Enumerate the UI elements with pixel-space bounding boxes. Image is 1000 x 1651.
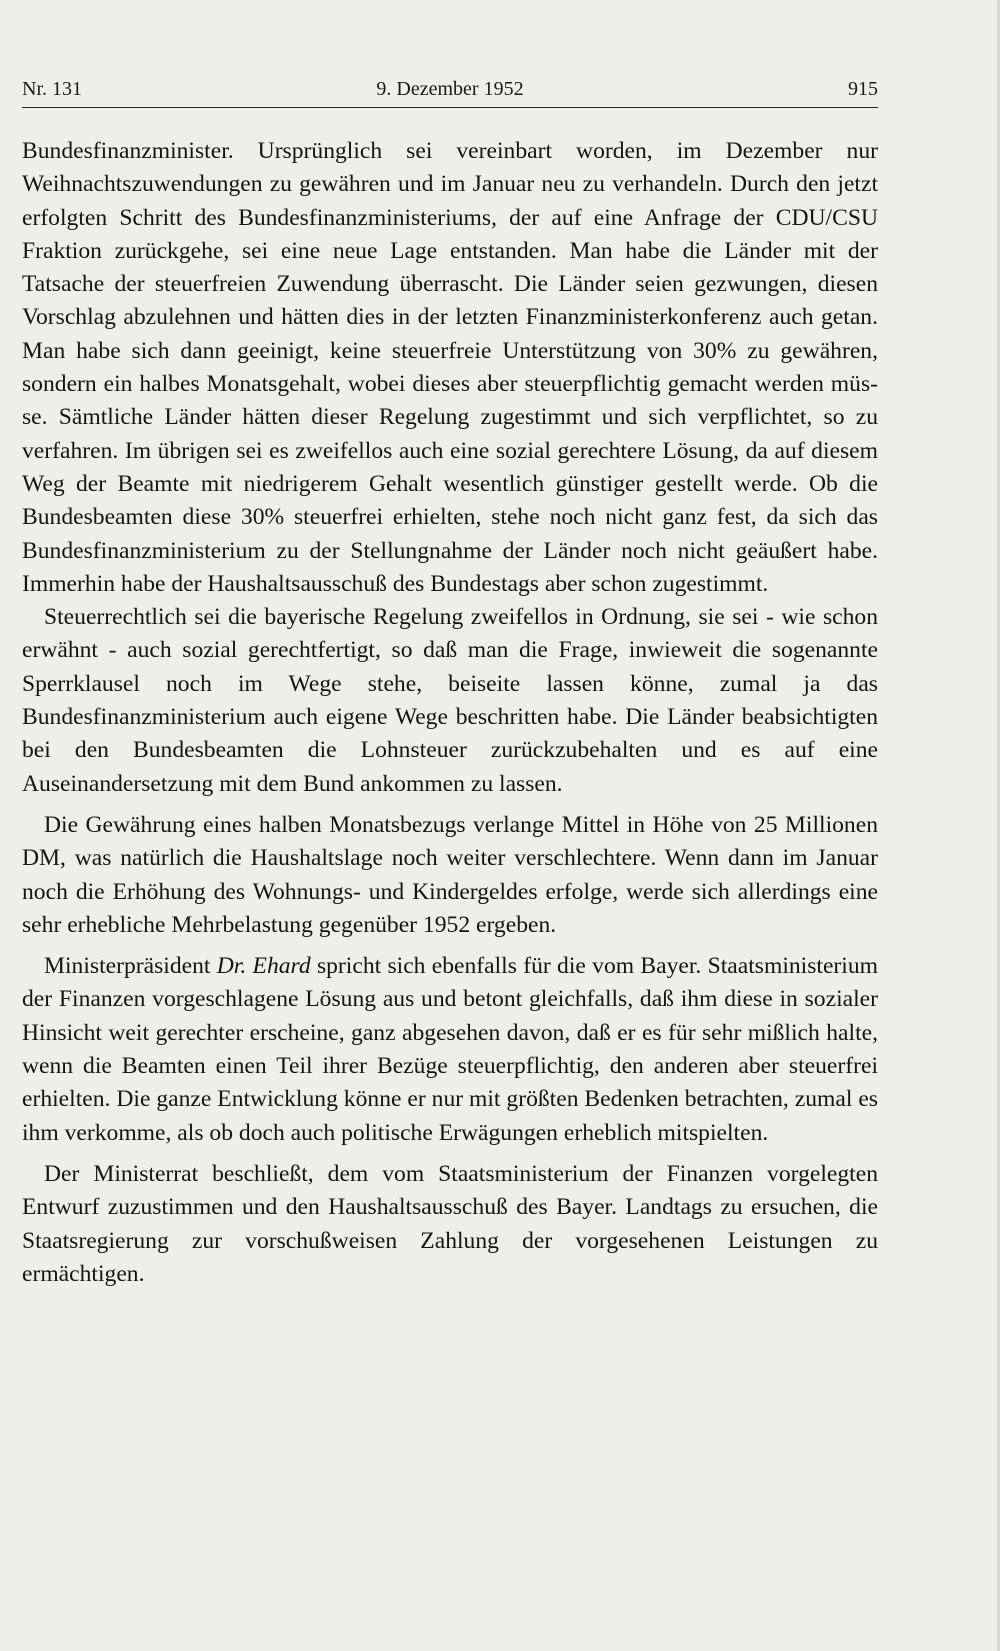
header-date: 9. Dezember 1952 bbox=[376, 78, 524, 100]
paragraph-2: Steuerrechtlich sei die bayerische Regelung zweifellos in Ordnung, sie sei - wie schon erwähnt - auch sozial gerechtfertigt, so daß man die Frage, inwieweit die sogenannte Sperrklausel noch im Wege stehe, beiseite lassen könne, zumal ja das Bundesfinanzministerium auch eigene Wege beschritten habe. Die Länder beabsichtigten bei den Bundesbeamten die Lohnsteuer zurückzubehalten und es auf eine Auseinandersetzung mit dem Bund ankommen zu lassen. bbox=[22, 604, 878, 797]
paragraph-5: Der Ministerrat beschließt, dem vom Staatsministerium der Finanzen vorgelegten Entwurf zuzustimmen und den Haushaltsausschuß des Bayer. Landtags zu ersuchen, die Staatsregierung zur vorschußweisen Zahlung der vorgesehenen Leistungen zu ermächtigen. bbox=[22, 1160, 878, 1287]
page-number: 915 bbox=[848, 78, 878, 100]
header-rule bbox=[22, 107, 878, 108]
paragraph-4-rest: spricht sich ebenfalls für die vom Bayer. Staatsministerium der Finanzen vorgeschlagene Lösung aus und betont gleichfalls, daß ihm diese in sozialer Hinsicht weit gerechter erscheine, ganz abgesehen davon, daß er es für sehr mißlich halte, wenn die Beamten einen Teil ihrer Bezüge steuerpflichtig, den anderen aber steuerfrei erhielten. Die ganze Entwicklung könne er nur mit größten Bedenken betrachten, zumal es ihm verkomme, als ob doch auch politische Erwägungen erheblich mitspielten. bbox=[22, 953, 878, 1146]
body-text bbox=[22, 135, 878, 1291]
running-header bbox=[22, 78, 878, 108]
paragraph-3: Die Gewährung eines halben Monatsbezugs verlange Mittel in Höhe von 25 Millionen DM, was natürlich die Haushaltslage noch weiter verschlechtere. Wenn dann im Januar noch die Erhöhung des Wohnungs- und Kindergeldes erfolge, werde sich allerdings eine sehr erhebliche Mehrbelastung gegenüber 1952 ergeben. bbox=[22, 811, 878, 938]
speaker-name: Dr. Ehard bbox=[216, 953, 311, 980]
paragraph-1: Bundesfinanzminister. Ursprünglich sei vereinbart worden, im Dezember nur Weihnachtszuwendungen zu gewähren und im Januar neu zu verhandeln. Durch den jetzt erfolgten Schritt des Bundesfinanzministeriums, der auf eine Anfrage der CDU/CSU Fraktion zurückgehe, sei eine neue Lage entstanden. Man habe die Länder mit der Tatsache der steuerfreien Zuwendung überrascht. Die Länder seien gezwungen, diesen Vorschlag abzulehnen und hätten dies in der letzten Finanzministerkonferenz auch getan. Man habe sich dann geeinigt, keine steuerfreie Unterstützung von 30% zu gewähren, sondern ein halbes Monatsgehalt, wobei dieses aber steuerpflichtig gemacht werden müsse. Sämtliche Länder hätten dieser Regelung zugestimmt und sich verpflichtet, so zu verfahren. Im übrigen sei es zweifellos auch eine sozial gerechtere Lösung, da auf diesem Weg der Beamte mit niedrigerem Gehalt wesentlich günstiger gestellt werde. Ob die Bundesbeamten diese 30% steuerfrei erhielten, stehe noch nicht ganz fest, da sich das Bundesfinanzministerium zu der Stellungnahme der Länder noch nicht geäußert habe. Immerhin habe der Haushaltsausschuß des Bundestags aber schon zugestimmt. bbox=[22, 138, 878, 597]
paragraph-4 bbox=[22, 950, 878, 1150]
paragraph-4-lead: Ministerpräsident bbox=[44, 953, 217, 980]
issue-number: Nr. 131 bbox=[22, 78, 82, 100]
